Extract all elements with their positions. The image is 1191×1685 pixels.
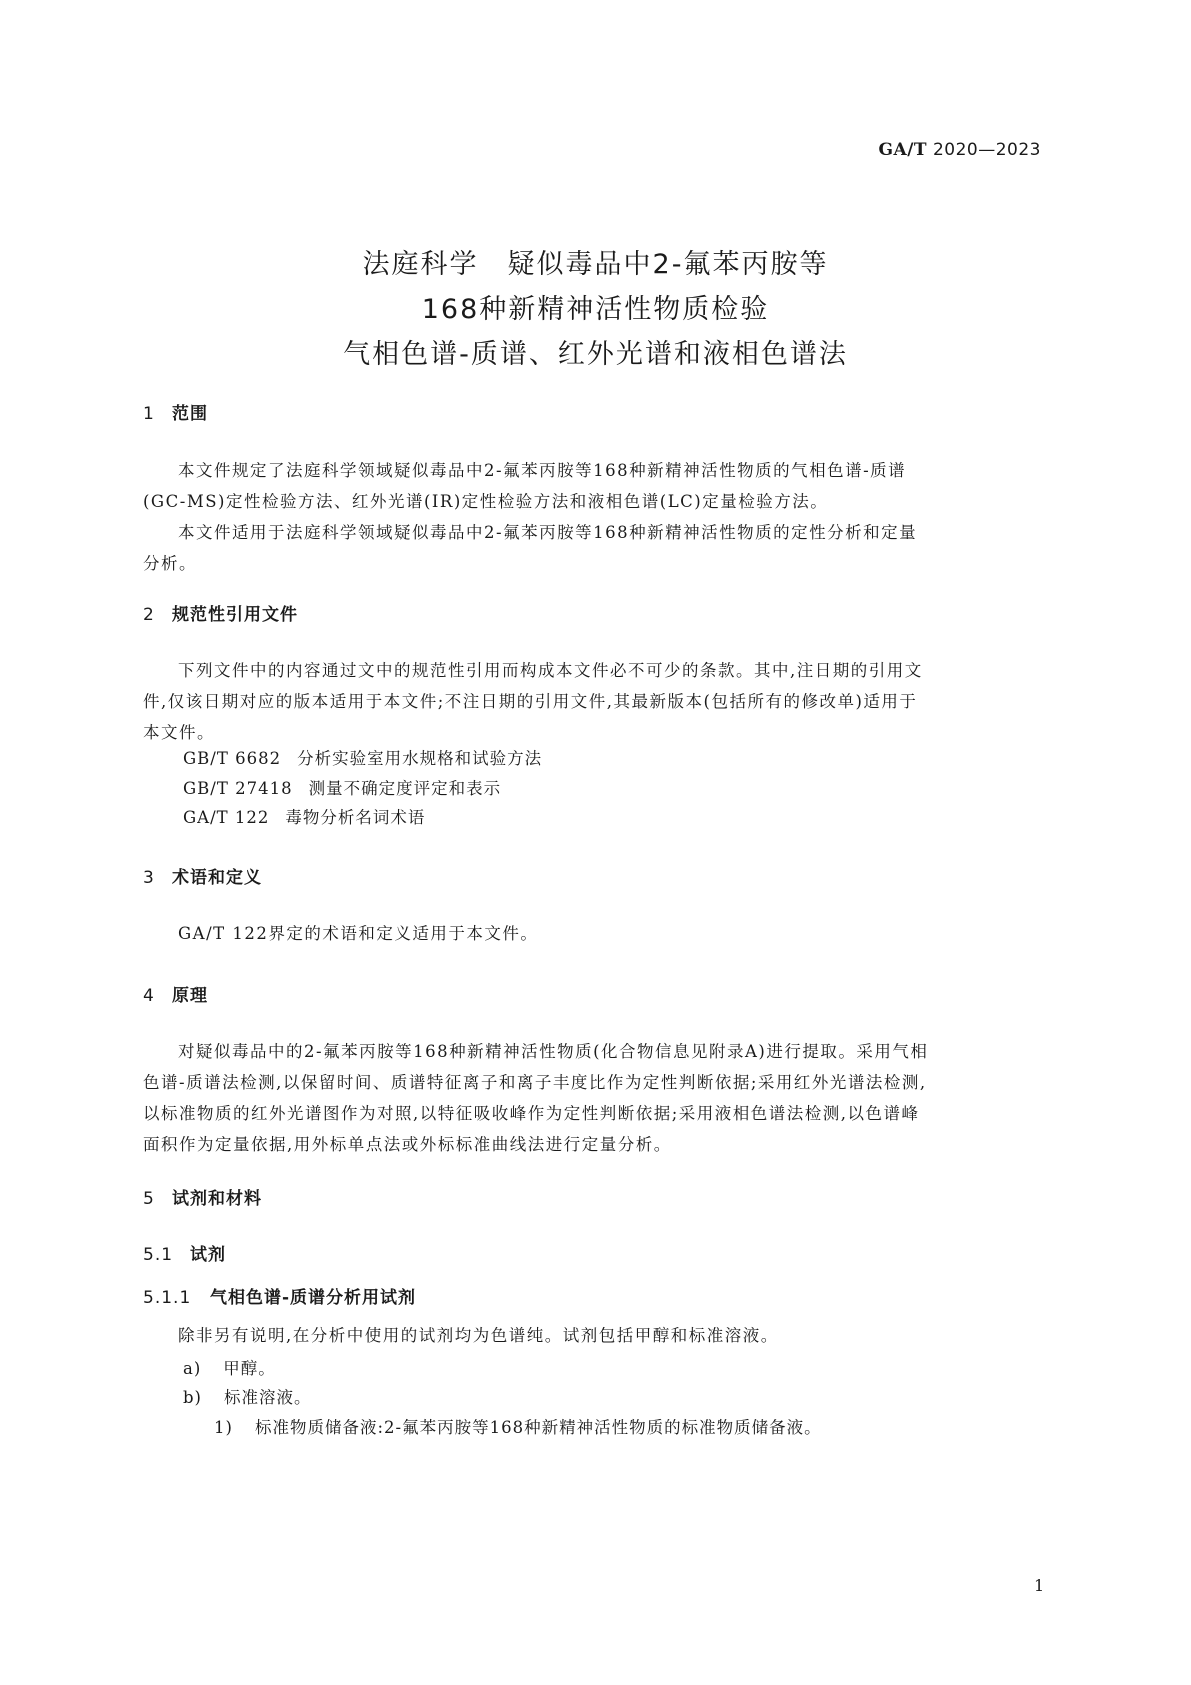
paragraph-line: 下列文件中的内容通过文中的规范性引用而构成本文件必不可少的条款。其中,注日期的引用文 bbox=[178, 661, 923, 680]
section-number: 4 bbox=[143, 986, 155, 1006]
section-number: 3 bbox=[143, 868, 155, 888]
section-5-1-1-body bbox=[143, 1320, 1062, 1351]
paragraph-line: 件,仅该日期对应的版本适用于本文件;不注日期的引用文件,其最新版本(包括所有的修改单)适用于 bbox=[143, 692, 918, 711]
section-1-body bbox=[143, 455, 1062, 579]
standard-number: 2020—2023 bbox=[932, 140, 1041, 160]
paragraph-line: 除非另有说明,在分析中使用的试剂均为色谱纯。试剂包括甲醇和标准溶液。 bbox=[178, 1326, 779, 1345]
title-line-2: 168种新精神活性物质检验 bbox=[421, 294, 770, 325]
standard-prefix: GA/T bbox=[878, 140, 928, 160]
section-2-heading bbox=[143, 600, 298, 625]
list-item-b1 bbox=[214, 1414, 822, 1438]
reference-code: GB/T 27418 bbox=[183, 779, 293, 798]
section-number: 5.1 bbox=[143, 1245, 174, 1265]
paragraph-line: 本文件适用于法庭科学领域疑似毒品中2-氟苯丙胺等168种新精神活性物质的定性分析和定量 bbox=[178, 523, 918, 542]
list-text: 甲醇。 bbox=[223, 1359, 276, 1378]
section-number: 1 bbox=[143, 404, 155, 424]
section-5-1-heading bbox=[143, 1240, 226, 1265]
paragraph-line: 面积作为定量依据,用外标单点法或外标标准曲线法进行定量分析。 bbox=[143, 1135, 672, 1154]
list-label: b) bbox=[183, 1388, 202, 1407]
paragraph-line: 色谱-质谱法检测,以保留时间、质谱特征离子和离子丰度比作为定性判断依据;采用红外光谱法检测, bbox=[143, 1073, 927, 1092]
section-number: 5 bbox=[143, 1189, 155, 1209]
section-1-heading bbox=[143, 399, 208, 424]
section-title: 试剂和材料 bbox=[172, 1189, 262, 1209]
page-number: 1 bbox=[1034, 1576, 1045, 1595]
reference-code: GA/T 122 bbox=[183, 808, 270, 827]
title-line-3: 气相色谱-质谱、红外光谱和液相色谱法 bbox=[343, 339, 848, 370]
list-label: 1) bbox=[214, 1418, 233, 1437]
section-5-1-1-heading bbox=[143, 1283, 416, 1308]
section-2-body bbox=[143, 655, 1062, 748]
section-title: 范围 bbox=[172, 404, 208, 424]
reference-code: GB/T 6682 bbox=[183, 749, 282, 768]
section-title: 气相色谱-质谱分析用试剂 bbox=[210, 1288, 417, 1308]
document-title bbox=[0, 242, 1191, 377]
reference-title: 测量不确定度评定和表示 bbox=[308, 779, 502, 798]
section-5-heading bbox=[143, 1184, 262, 1209]
section-title: 规范性引用文件 bbox=[172, 605, 298, 625]
normative-reference bbox=[183, 804, 425, 828]
list-item-b bbox=[183, 1384, 312, 1408]
section-4-body bbox=[143, 1036, 1062, 1160]
section-number: 5.1.1 bbox=[143, 1288, 192, 1308]
paragraph-line: 对疑似毒品中的2-氟苯丙胺等168种新精神活性物质(化合物信息见附录A)进行提取。采用气相 bbox=[178, 1042, 929, 1061]
normative-reference bbox=[183, 745, 542, 769]
section-title: 术语和定义 bbox=[172, 868, 262, 888]
section-3-heading bbox=[143, 863, 262, 888]
paragraph-line: 以标准物质的红外光谱图作为对照,以特征吸收峰作为定性判断依据;采用液相色谱法检测,以色谱峰 bbox=[143, 1104, 920, 1123]
section-title: 原理 bbox=[172, 986, 208, 1006]
paragraph-line: GA/T 122界定的术语和定义适用于本文件。 bbox=[178, 924, 539, 943]
paragraph-line: (GC-MS)定性检验方法、红外光谱(IR)定性检验方法和液相色谱(LC)定量检验方法。 bbox=[143, 492, 829, 511]
paragraph-line: 分析。 bbox=[143, 554, 197, 573]
section-number: 2 bbox=[143, 605, 155, 625]
normative-reference bbox=[183, 775, 501, 799]
section-3-body bbox=[143, 918, 1062, 949]
list-item-a bbox=[183, 1355, 276, 1379]
section-title: 试剂 bbox=[190, 1245, 226, 1265]
reference-title: 分析实验室用水规格和试验方法 bbox=[297, 749, 543, 768]
section-4-heading bbox=[143, 981, 208, 1006]
paragraph-line: 本文件。 bbox=[143, 723, 215, 742]
list-text: 标准溶液。 bbox=[224, 1388, 312, 1407]
list-label: a) bbox=[183, 1359, 202, 1378]
list-text: 标准物质储备液:2-氟苯丙胺等168种新精神活性物质的标准物质储备液。 bbox=[254, 1418, 822, 1437]
reference-title: 毒物分析名词术语 bbox=[285, 808, 426, 827]
standard-code bbox=[878, 140, 1041, 160]
title-line-1: 法庭科学 疑似毒品中2-氟苯丙胺等 bbox=[362, 249, 829, 280]
paragraph-line: 本文件规定了法庭科学领域疑似毒品中2-氟苯丙胺等168种新精神活性物质的气相色谱-质谱 bbox=[178, 461, 907, 480]
